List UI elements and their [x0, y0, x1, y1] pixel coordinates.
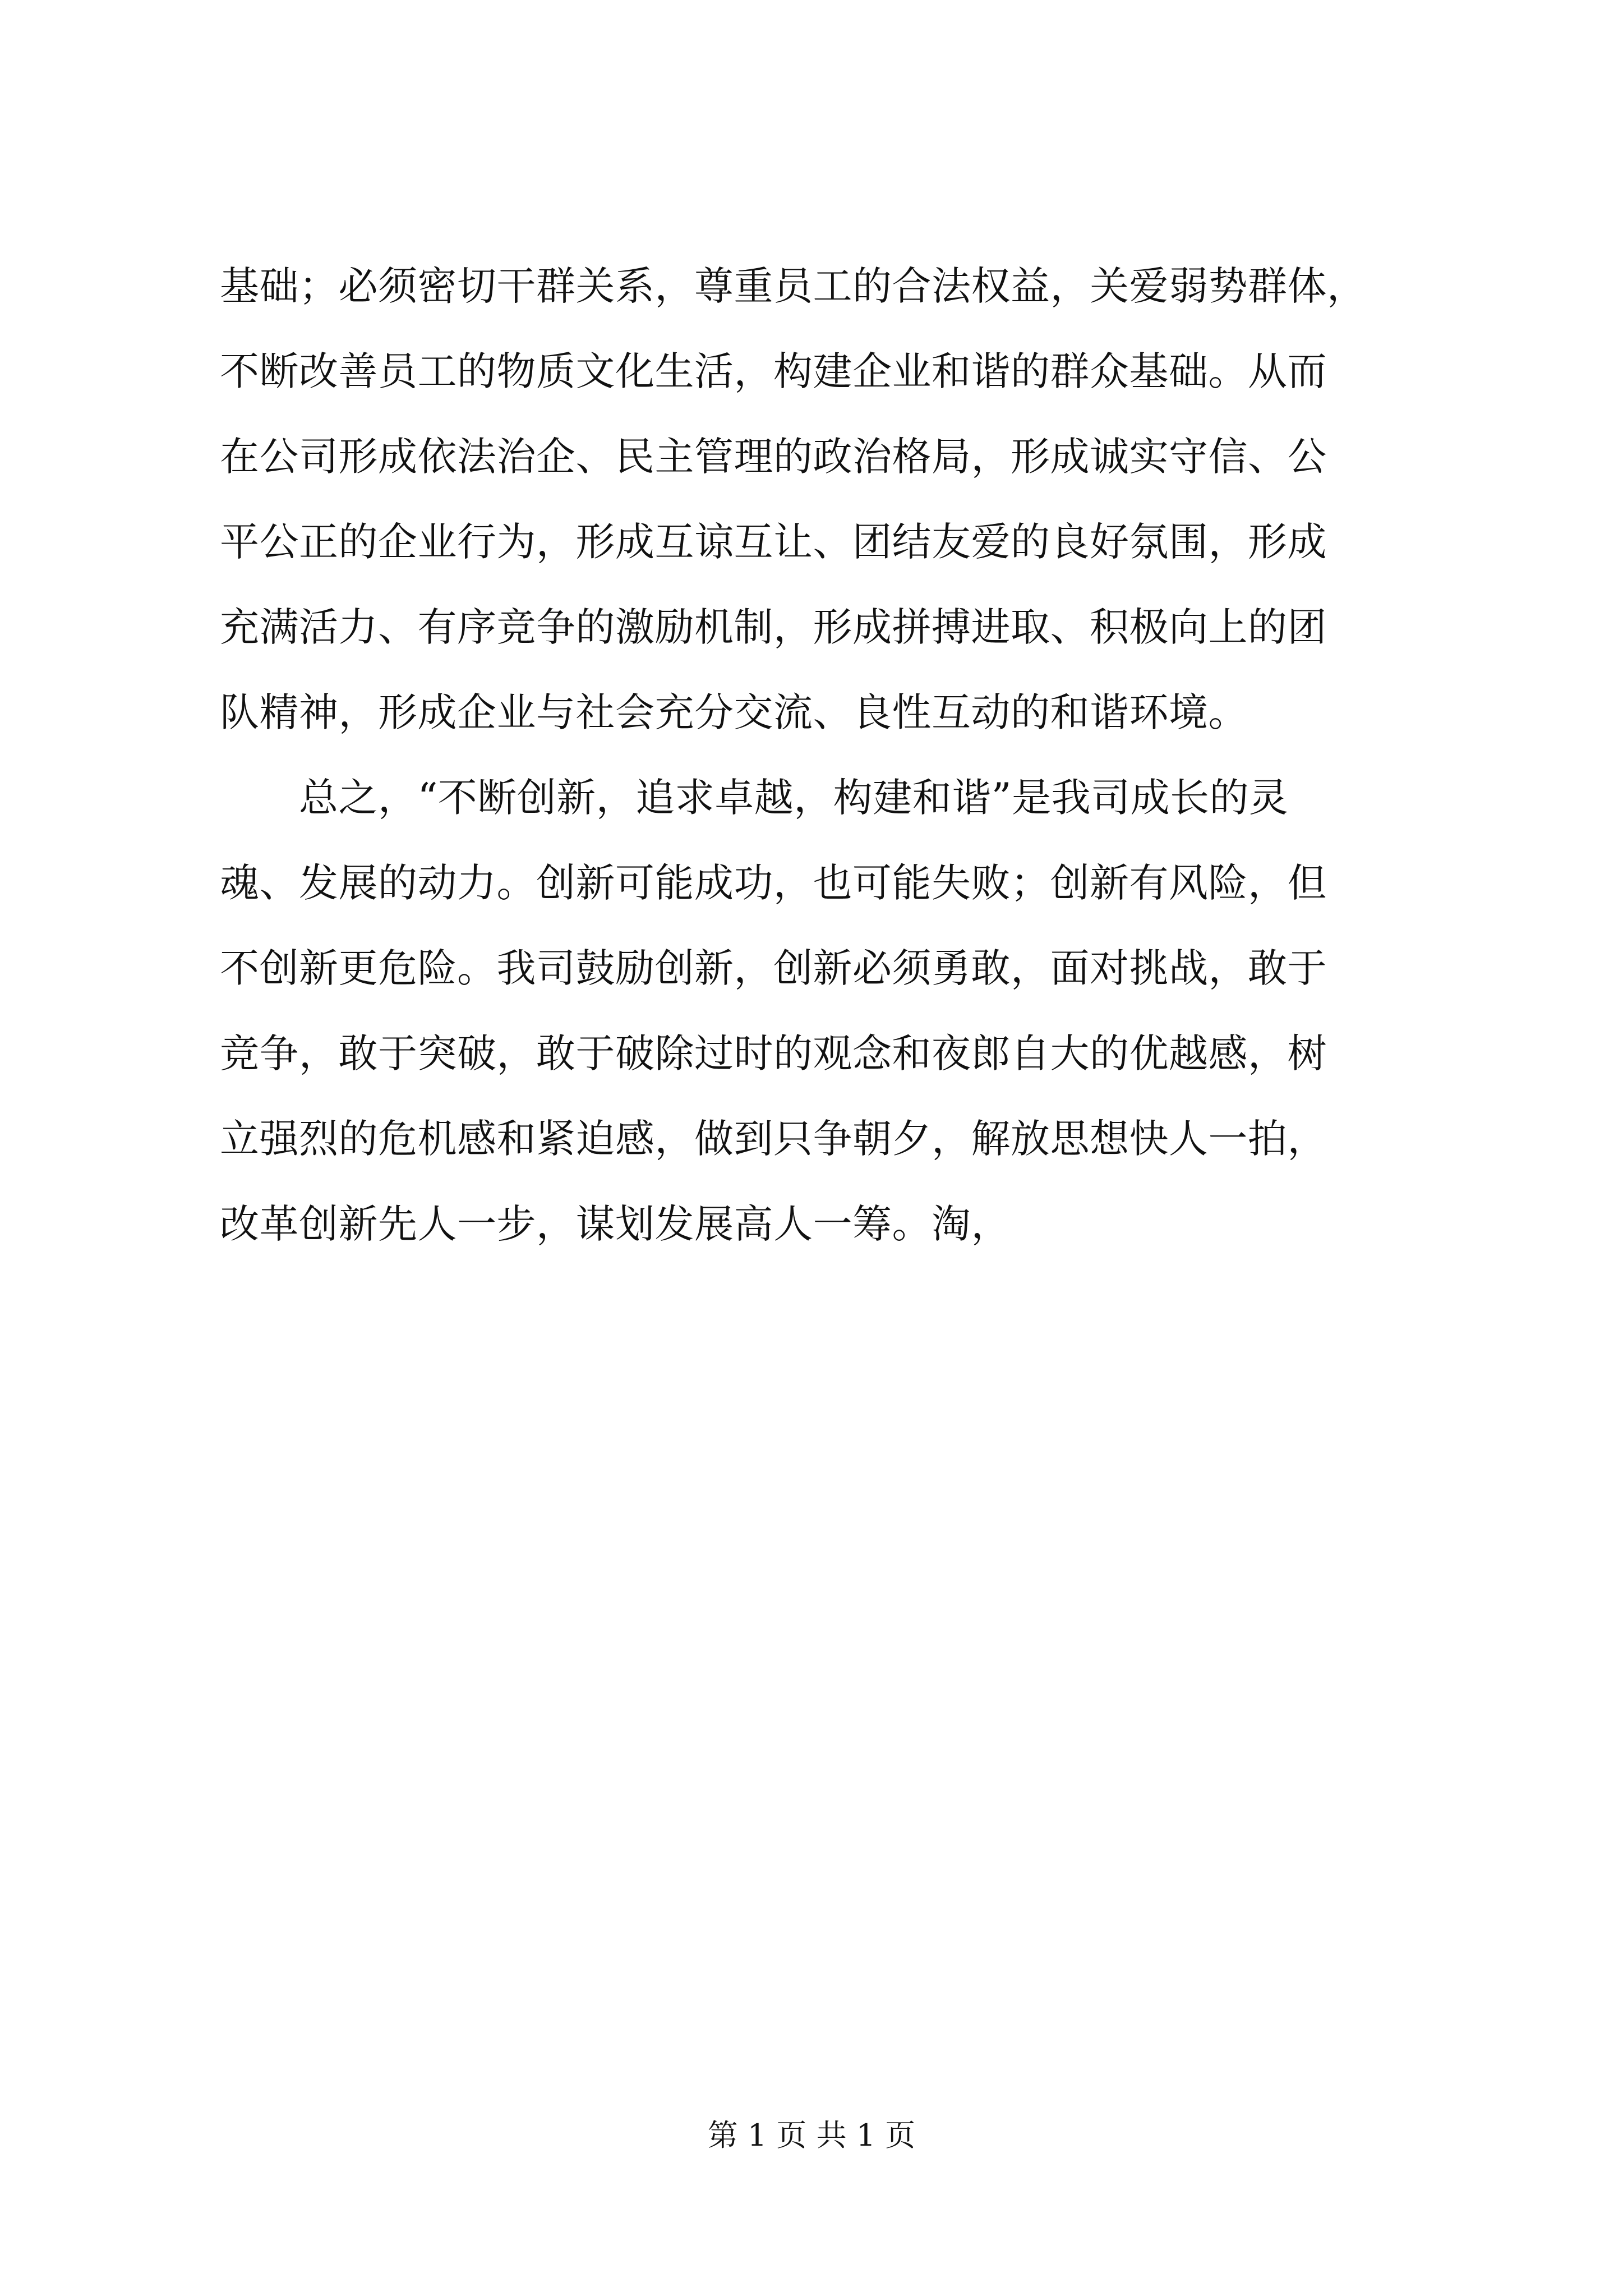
page-number-footer: 第 1 页 共 1 页 [707, 2118, 916, 2153]
text-line: 立强烈的危机感和紧迫感，做到只争朝夕，解放思想快人一拍， [220, 1116, 1327, 1162]
text-line: 总之，“不断创新，追求卓越，构建和谐”是我司成长的灵 [220, 775, 1289, 821]
text-line: 基础；必须密切干群关系，尊重员工的合法权益，关爱弱势群体， [220, 263, 1367, 309]
text-line: 竞争，敢于突破，敢于破除过时的观念和夜郎自大的优越感，树 [220, 1030, 1327, 1076]
text-line: 不创新更危险。我司鼓励创新，创新必须勇敢，面对挑战，敢于 [220, 945, 1327, 991]
text-line: 队精神，形成企业与社会充分交流、良性互动的和谐环境。 [220, 689, 1248, 735]
document-body [220, 258, 1420, 1281]
text-line: 平公正的企业行为，形成互谅互让、团结友爱的良好氛围，形成 [220, 519, 1327, 565]
text-line: 魂、发展的动力。创新可能成功，也可能失败；创新有风险，但 [220, 860, 1327, 906]
text-line: 改革创新先人一步，谋划发展高人一筹。淘， [220, 1201, 1011, 1247]
text-line: 充满活力、有序竞争的激励机制，形成拼搏进取、积极向上的团 [220, 604, 1327, 650]
text-line: 在公司形成依法治企、民主管理的政治格局，形成诚实守信、公 [220, 434, 1327, 480]
text-line: 不断改善员工的物质文化生活，构建企业和谐的群众基础。从而 [220, 348, 1327, 394]
